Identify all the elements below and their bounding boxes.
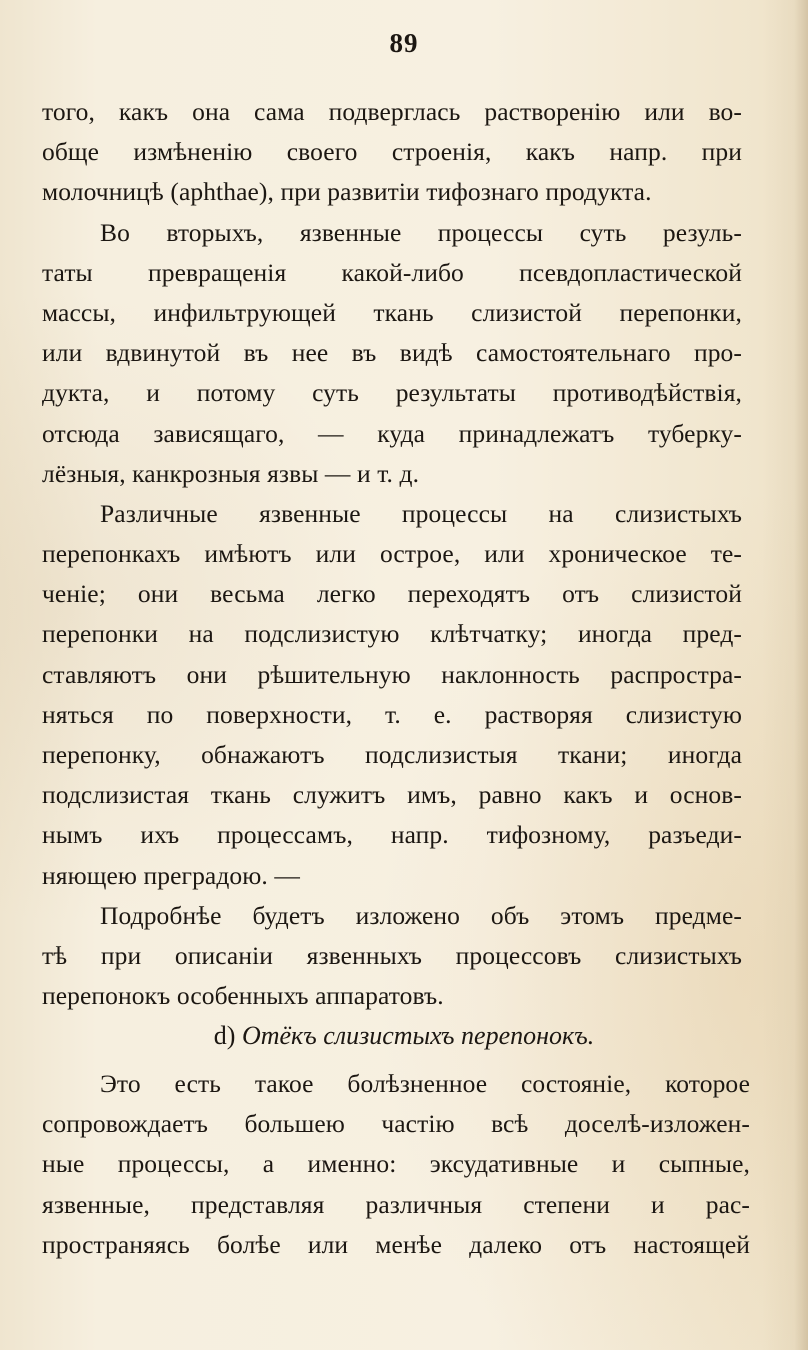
text-line: язвенные, представляя различныя степени и рас- [42, 1189, 750, 1219]
text-line: перепонку, обнажаютъ подслизистыя ткани; иногда [42, 740, 742, 769]
text-line: Это есть такое болѣзненное состояніе, которое [100, 1069, 750, 1098]
text-line: перепонокъ особенныхъ аппаратовъ. [42, 981, 444, 1011]
text-line: тѣ при описаніи язвенныхъ процессовъ слизистыхъ [42, 940, 742, 970]
section-heading-label: d) [213, 1021, 236, 1050]
text-line: перепонкахъ имѣютъ или острое, или хроническое те- [42, 539, 742, 569]
main-text-block [42, 92, 742, 1016]
text-line: перепонки на подслизистую клѣтчатку; иногда пред- [42, 619, 742, 649]
text-line: таты превращенія какой-либо псевдопластической [42, 257, 742, 287]
text-line: няющею преградою. — [42, 860, 300, 890]
text-line: или вдвинутой въ нее въ видѣ самостоятельнаго про- [42, 338, 742, 368]
text-line: няться по поверхности, т. е. растворяя слизистую [42, 699, 742, 729]
secondary-text-block [42, 1064, 750, 1265]
text-line: Во вторыхъ, язвенные процессы суть резуль- [100, 217, 742, 247]
text-line: сопровождаетъ большею частію всѣ доселѣ-изложен- [42, 1109, 750, 1139]
text-line: лёзныя, канкрозныя язвы — и т. д. [42, 458, 420, 488]
text-line: обще измѣненію своего строенія, какъ напр. при [42, 137, 742, 167]
text-line: Различные язвенные процессы на слизистыхъ [100, 498, 742, 528]
text-line: подслизистая ткань служитъ имъ, равно какъ и основ- [42, 780, 742, 810]
text-line: отсюда зависящаго, — куда принадлежатъ туберку- [42, 418, 742, 448]
text-line: молочницѣ (aphthae), при развитіи тифознаго продукта. [42, 177, 652, 207]
page-number: 89 [389, 28, 419, 58]
text-line: ченіе; они весьма легко переходятъ отъ слизистой [42, 579, 742, 609]
text-line: Подробнѣе будетъ изложено объ этомъ предме- [100, 900, 742, 930]
section-heading-title: Отёкъ слизистыхъ перепонокъ. [241, 1021, 595, 1050]
text-line: массы, инфильтрующей ткань слизистой перепонки, [42, 297, 742, 327]
text-line: дукта, и потому суть результаты противодѣйствія, [42, 378, 742, 408]
text-line: того, какъ она сама подверглась растворенію или во- [42, 97, 742, 126]
page-edge-shadow [762, 0, 808, 1350]
text-line: нымъ ихъ процессамъ, напр. тифозному, разъеди- [42, 820, 742, 850]
text-line: пространяясь болѣе или менѣе далеко отъ настоящей [42, 1229, 750, 1259]
section-heading [0, 1018, 808, 1054]
text-line: ставляютъ они рѣшительную наклонность распростра- [42, 659, 742, 689]
text-line: ные процессы, а именно: эксудативные и сыпные, [42, 1149, 750, 1179]
